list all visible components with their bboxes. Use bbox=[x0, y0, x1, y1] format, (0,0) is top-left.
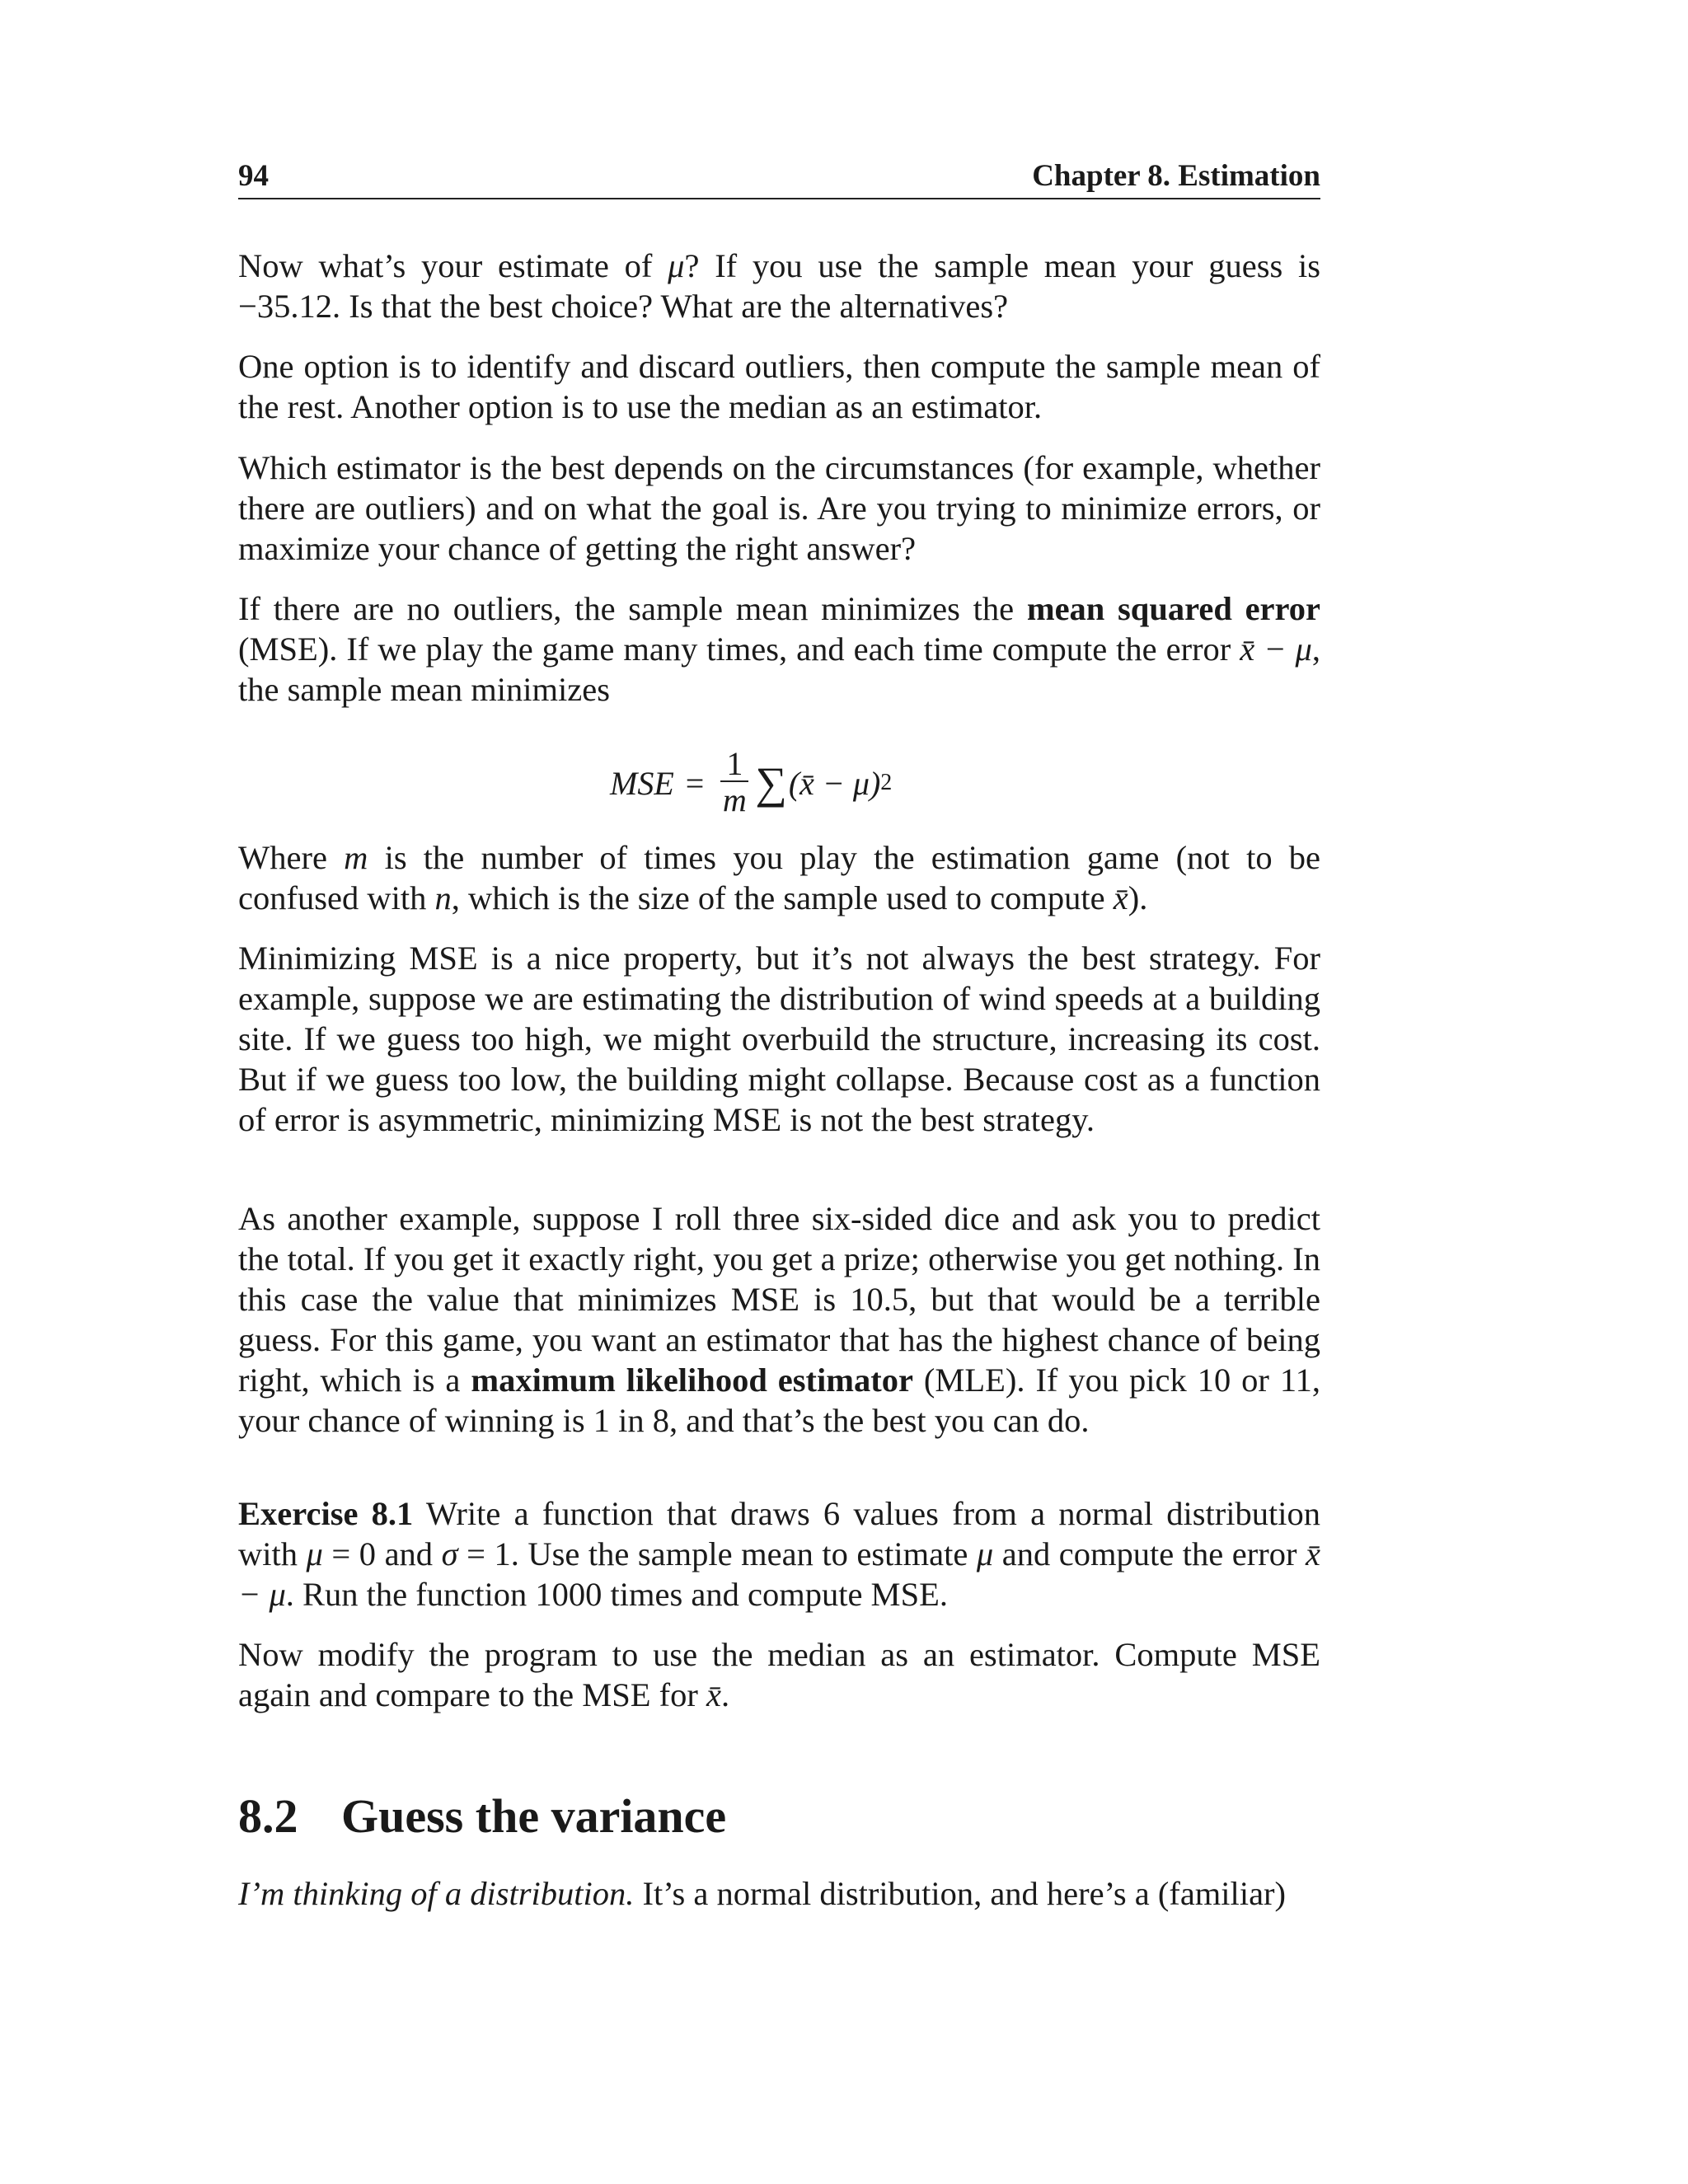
paragraph-9: Now modify the program to use the median as an estimator. Compute MSE again and compare to the MSE for x̄. bbox=[238, 1636, 1320, 1713]
eq-power: 2 bbox=[880, 770, 893, 795]
page-number: 94 bbox=[238, 159, 269, 193]
chapter-title: Chapter 8. Estimation bbox=[1032, 159, 1320, 193]
running-header bbox=[238, 158, 1320, 194]
mse-equation bbox=[610, 738, 892, 828]
section-title: Guess the variance bbox=[341, 1789, 727, 1843]
paragraph-4: If there are no outliers, the sample mean minimizes the mean squared error (MSE). If we play the game many times, and each time compute the error x̄ − μ, the sample mean minimizes bbox=[238, 590, 1320, 708]
paragraph-10: I’m thinking of a distribution. It’s a normal distribution, and here’s a (familiar) bbox=[238, 1875, 1287, 1912]
eq-sum-symbol: ∑ bbox=[755, 758, 787, 808]
paragraph-7: As another example, suppose I roll three six-sided dice and ask you to predict the total. If you get it exactly right, you get a prize; otherwise you get nothing. In this case the value that minimizes MSE is 10.5, but that would be a terrible guess. For this game, you want an estimator that has the highest chance of being right, which is a maximum likelihood estimator (MLE). If you pick 10 or 11, your chance of winning is 1 in 8, and that’s the best you can do. bbox=[238, 1200, 1320, 1439]
eq-fraction: $\frac{1}{m}$ bbox=[720, 748, 748, 818]
section-number: 8.2 bbox=[238, 1789, 298, 1843]
section-heading bbox=[238, 1788, 726, 1844]
eq-equals: = bbox=[685, 764, 705, 802]
paragraph-3: Which estimator is the best depends on the circumstances (for example, whether there are outliers) and on what the goal is. Are you trying to minimize errors, or maximize your chance of getting the right answer? bbox=[238, 449, 1320, 567]
paragraph-2: One option is to identify and discard outliers, then compute the sample mean of the rest. Another option is to use the median as an estimator. bbox=[238, 348, 1320, 425]
eq-body: (x̄ − μ) bbox=[788, 764, 881, 802]
term-mean-squared-error: mean squared error bbox=[1026, 590, 1320, 627]
exercise-label: Exercise 8.1 bbox=[238, 1495, 414, 1532]
paragraph-5: Where m is the number of times you play the estimation game (not to be confused with n, which is the size of the sample used to compute x̄). bbox=[238, 839, 1320, 916]
paragraph-6: Minimizing MSE is a nice property, but it’s not always the best strategy. For example, suppose we are estimating the distribution of wind speeds at a building site. If we guess too high, we might overbuild the structure, increasing its cost. But if we guess too low, the building might collapse. Because cost as a function of error is asymmetric, minimizing MSE is not the best strategy. bbox=[238, 940, 1320, 1138]
eq-lhs: MSE bbox=[610, 764, 674, 802]
term-maximum-likelihood-estimator: maximum likelihood estimator bbox=[471, 1361, 913, 1399]
paragraph-1: Now what’s your estimate of μ? If you use the sample mean your guess is −35.12. Is that the best choice? What are the alternatives? bbox=[238, 247, 1320, 325]
exercise-8-1: Exercise 8.1 Write a function that draws 6 values from a normal distribution with μ = 0 and σ = 1. Use the sample mean to estimate μ and compute the error x̄ − μ. Run the function 1000 times and compute MSE. bbox=[238, 1495, 1320, 1613]
header-rule bbox=[238, 198, 1320, 199]
